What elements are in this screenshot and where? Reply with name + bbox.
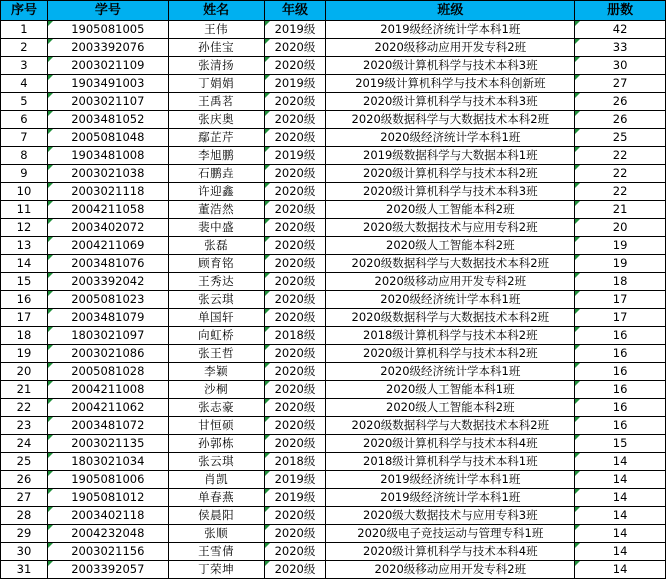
cell-count[interactable]: 26 (575, 93, 666, 111)
cell-count[interactable]: 25 (575, 129, 666, 147)
cell-name[interactable]: 张王哲 (168, 345, 264, 363)
cell-grade[interactable]: 2020级 (264, 237, 326, 255)
cell-student-id[interactable]: 1905081012 (47, 489, 168, 507)
cell-seq[interactable]: 11 (1, 201, 48, 219)
table-row (1, 507, 666, 525)
cell-grade[interactable]: 2020级 (264, 309, 326, 327)
table-row (1, 489, 666, 507)
cell-name[interactable]: 孙郭栋 (168, 435, 264, 453)
cell-count[interactable]: 42 (575, 21, 666, 39)
cell-grade[interactable]: 2019级 (264, 471, 326, 489)
cell-name[interactable]: 侯晨阳 (168, 507, 264, 525)
cell-grade[interactable]: 2020级 (264, 561, 326, 579)
cell-name[interactable]: 单春燕 (168, 489, 264, 507)
table-row (1, 471, 666, 489)
cell-student-id[interactable]: 2003392076 (47, 39, 168, 57)
cell-seq[interactable]: 2 (1, 39, 48, 57)
cell-name[interactable]: 王雪倩 (168, 543, 264, 561)
cell-class[interactable]: 2020级大数据技术与应用专科2班 (326, 219, 575, 237)
cell-count[interactable]: 16 (575, 381, 666, 399)
cell-grade[interactable]: 2020级 (264, 201, 326, 219)
cell-grade[interactable]: 2019级 (264, 489, 326, 507)
cell-class[interactable]: 2020级移动应用开发专科2班 (326, 39, 575, 57)
cell-class[interactable]: 2020级经济统计学本科1班 (326, 291, 575, 309)
cell-seq[interactable]: 12 (1, 219, 48, 237)
cell-grade[interactable]: 2020级 (264, 219, 326, 237)
cell-seq[interactable]: 30 (1, 543, 48, 561)
cell-student-id[interactable]: 2004232048 (47, 525, 168, 543)
cell-count[interactable]: 22 (575, 147, 666, 165)
table-row (1, 129, 666, 147)
cell-seq[interactable]: 1 (1, 21, 48, 39)
cell-grade[interactable]: 2020级 (264, 291, 326, 309)
cell-name[interactable]: 鄢芷芹 (168, 129, 264, 147)
cell-seq[interactable]: 17 (1, 309, 48, 327)
cell-class[interactable]: 2019级计算机科学与技术本科创新班 (326, 75, 575, 93)
cell-seq[interactable]: 13 (1, 237, 48, 255)
cell-class[interactable]: 2020级数据科学与大数据技术本科2班 (326, 417, 575, 435)
cell-name[interactable]: 李旭鹏 (168, 147, 264, 165)
cell-seq[interactable]: 24 (1, 435, 48, 453)
cell-count[interactable]: 21 (575, 201, 666, 219)
cell-student-id[interactable]: 2004211062 (47, 399, 168, 417)
cell-name[interactable]: 李颖 (168, 363, 264, 381)
cell-name[interactable]: 丁娟娟 (168, 75, 264, 93)
header-row (1, 1, 666, 21)
cell-student-id[interactable]: 1903491003 (47, 75, 168, 93)
cell-seq[interactable]: 4 (1, 75, 48, 93)
cell-student-id[interactable]: 2005081048 (47, 129, 168, 147)
cell-class[interactable]: 2020级计算机科学与技术本科4班 (326, 543, 575, 561)
table-row (1, 93, 666, 111)
table-row (1, 111, 666, 129)
table-row (1, 39, 666, 57)
cell-name[interactable]: 石鹏垚 (168, 165, 264, 183)
cell-student-id[interactable]: 2003481076 (47, 255, 168, 273)
header-student-id[interactable]: 学号 (47, 1, 168, 21)
cell-count[interactable]: 30 (575, 57, 666, 75)
table-row (1, 453, 666, 471)
cell-grade[interactable]: 2020级 (264, 39, 326, 57)
cell-name[interactable]: 向虹桥 (168, 327, 264, 345)
cell-seq[interactable]: 29 (1, 525, 48, 543)
cell-grade[interactable]: 2020级 (264, 507, 326, 525)
table-body (1, 21, 666, 579)
cell-class[interactable]: 2020级计算机科学与技术本科3班 (326, 57, 575, 75)
cell-name[interactable]: 董浩然 (168, 201, 264, 219)
cell-count[interactable]: 27 (575, 75, 666, 93)
table-row (1, 525, 666, 543)
cell-class[interactable]: 2020级数据科学与大数据技术本科2班 (326, 309, 575, 327)
cell-name[interactable]: 张云琪 (168, 453, 264, 471)
cell-grade[interactable]: 2020级 (264, 543, 326, 561)
cell-student-id[interactable]: 2004211069 (47, 237, 168, 255)
header-name[interactable]: 姓名 (168, 1, 264, 21)
cell-student-id[interactable]: 2003021086 (47, 345, 168, 363)
cell-class[interactable]: 2020级数据科学与大数据技术本科2班 (326, 111, 575, 129)
cell-count[interactable]: 16 (575, 399, 666, 417)
cell-count[interactable]: 14 (575, 471, 666, 489)
cell-student-id[interactable]: 2005081028 (47, 363, 168, 381)
cell-student-id[interactable]: 2003021038 (47, 165, 168, 183)
table-row (1, 561, 666, 579)
cell-count[interactable]: 15 (575, 435, 666, 453)
cell-grade[interactable]: 2020级 (264, 111, 326, 129)
cell-seq[interactable]: 27 (1, 489, 48, 507)
cell-class[interactable]: 2018级计算机科学与技术本科2班 (326, 327, 575, 345)
cell-class[interactable]: 2020级计算机科学与技术本科3班 (326, 183, 575, 201)
table-row (1, 381, 666, 399)
cell-grade[interactable]: 2018级 (264, 327, 326, 345)
table-row (1, 57, 666, 75)
table-row (1, 543, 666, 561)
cell-grade[interactable]: 2020级 (264, 345, 326, 363)
table-row (1, 291, 666, 309)
cell-count[interactable]: 16 (575, 363, 666, 381)
cell-class[interactable]: 2020级计算机科学与技术本科3班 (326, 93, 575, 111)
cell-student-id[interactable]: 2003481052 (47, 111, 168, 129)
header-seq[interactable]: 序号 (1, 1, 48, 21)
cell-name[interactable]: 孙佳宝 (168, 39, 264, 57)
cell-count[interactable]: 33 (575, 39, 666, 57)
cell-student-id[interactable]: 2003392042 (47, 273, 168, 291)
cell-grade[interactable]: 2020级 (264, 57, 326, 75)
cell-student-id[interactable]: 1803021034 (47, 453, 168, 471)
cell-grade[interactable]: 2020级 (264, 525, 326, 543)
cell-student-id[interactable]: 2004211058 (47, 201, 168, 219)
cell-class[interactable]: 2020级数据科学与大数据技术本科2班 (326, 255, 575, 273)
header-grade[interactable]: 年级 (264, 1, 326, 21)
cell-student-id[interactable]: 2003021135 (47, 435, 168, 453)
cell-seq[interactable]: 20 (1, 363, 48, 381)
table-row (1, 147, 666, 165)
cell-grade[interactable]: 2020级 (264, 183, 326, 201)
cell-seq[interactable]: 5 (1, 93, 48, 111)
cell-student-id[interactable]: 1903481008 (47, 147, 168, 165)
cell-count[interactable]: 16 (575, 327, 666, 345)
cell-class[interactable]: 2020级经济统计学本科1班 (326, 363, 575, 381)
cell-student-id[interactable]: 1803021097 (47, 327, 168, 345)
cell-count[interactable]: 18 (575, 273, 666, 291)
cell-class[interactable]: 2020级经济统计学本科1班 (326, 129, 575, 147)
cell-seq[interactable]: 31 (1, 561, 48, 579)
cell-student-id[interactable]: 1905081005 (47, 21, 168, 39)
cell-class[interactable]: 2020级计算机科学与技术本科2班 (326, 345, 575, 363)
cell-count[interactable]: 22 (575, 165, 666, 183)
cell-count[interactable]: 14 (575, 543, 666, 561)
cell-class[interactable]: 2019级经济统计学本科1班 (326, 471, 575, 489)
cell-seq[interactable]: 15 (1, 273, 48, 291)
cell-name[interactable]: 裴中盛 (168, 219, 264, 237)
cell-count[interactable]: 19 (575, 255, 666, 273)
header-count[interactable]: 册数 (575, 1, 666, 21)
cell-name[interactable]: 单国轩 (168, 309, 264, 327)
cell-seq[interactable]: 25 (1, 453, 48, 471)
table-row (1, 309, 666, 327)
cell-student-id[interactable]: 2003021109 (47, 57, 168, 75)
cell-class[interactable]: 2020级大数据技术与应用专科3班 (326, 507, 575, 525)
table-row (1, 363, 666, 381)
cell-grade[interactable]: 2020级 (264, 255, 326, 273)
table-row (1, 75, 666, 93)
table-row (1, 273, 666, 291)
header-class[interactable]: 班级 (326, 1, 575, 21)
cell-student-id[interactable]: 2004211008 (47, 381, 168, 399)
cell-count[interactable]: 16 (575, 345, 666, 363)
table-row (1, 255, 666, 273)
cell-seq[interactable]: 7 (1, 129, 48, 147)
table-row (1, 21, 666, 39)
cell-seq[interactable]: 26 (1, 471, 48, 489)
cell-name[interactable]: 肖凯 (168, 471, 264, 489)
cell-class[interactable]: 2019级数据科学与大数据本科1班 (326, 147, 575, 165)
cell-count[interactable]: 22 (575, 183, 666, 201)
cell-class[interactable]: 2019级经济统计学本科1班 (326, 21, 575, 39)
cell-student-id[interactable]: 2003021107 (47, 93, 168, 111)
cell-grade[interactable]: 2020级 (264, 417, 326, 435)
cell-class[interactable]: 2020级电子竞技运动与管理专科1班 (326, 525, 575, 543)
table-row (1, 417, 666, 435)
cell-name[interactable]: 张云琪 (168, 291, 264, 309)
cell-name[interactable]: 王秀达 (168, 273, 264, 291)
cell-class[interactable]: 2019级经济统计学本科1班 (326, 489, 575, 507)
cell-seq[interactable]: 21 (1, 381, 48, 399)
cell-grade[interactable]: 2020级 (264, 363, 326, 381)
cell-name[interactable]: 顾育铭 (168, 255, 264, 273)
cell-grade[interactable]: 2019级 (264, 75, 326, 93)
cell-grade[interactable]: 2020级 (264, 165, 326, 183)
cell-count[interactable]: 14 (575, 489, 666, 507)
cell-grade[interactable]: 2019级 (264, 21, 326, 39)
cell-class[interactable]: 2020级人工智能本科2班 (326, 237, 575, 255)
cell-name[interactable]: 王禹茗 (168, 93, 264, 111)
cell-class[interactable]: 2020级人工智能本科1班 (326, 381, 575, 399)
cell-seq[interactable]: 9 (1, 165, 48, 183)
cell-seq[interactable]: 6 (1, 111, 48, 129)
cell-name[interactable]: 许迎鑫 (168, 183, 264, 201)
cell-seq[interactable]: 8 (1, 147, 48, 165)
cell-student-id[interactable]: 2003392057 (47, 561, 168, 579)
cell-grade[interactable]: 2020级 (264, 129, 326, 147)
cell-name[interactable]: 王伟 (168, 21, 264, 39)
cell-count[interactable]: 16 (575, 417, 666, 435)
cell-count[interactable]: 17 (575, 291, 666, 309)
cell-name[interactable]: 张庆奥 (168, 111, 264, 129)
cell-count[interactable]: 26 (575, 111, 666, 129)
cell-name[interactable]: 丁荣坤 (168, 561, 264, 579)
table-row (1, 327, 666, 345)
cell-name[interactable]: 甘恒硕 (168, 417, 264, 435)
table-row (1, 219, 666, 237)
cell-name[interactable]: 沙桐 (168, 381, 264, 399)
table-row (1, 201, 666, 219)
table-row (1, 183, 666, 201)
cell-count[interactable]: 19 (575, 237, 666, 255)
cell-student-id[interactable]: 2003021156 (47, 543, 168, 561)
cell-seq[interactable]: 22 (1, 399, 48, 417)
cell-seq[interactable]: 19 (1, 345, 48, 363)
cell-class[interactable]: 2018级计算机科学与技术本科1班 (326, 453, 575, 471)
cell-seq[interactable]: 3 (1, 57, 48, 75)
cell-class[interactable]: 2020级移动应用开发专科2班 (326, 561, 575, 579)
cell-count[interactable]: 20 (575, 219, 666, 237)
cell-grade[interactable]: 2018级 (264, 453, 326, 471)
cell-class[interactable]: 2020级移动应用开发专科2班 (326, 273, 575, 291)
cell-class[interactable]: 2020级计算机科学与技术本科2班 (326, 165, 575, 183)
cell-seq[interactable]: 16 (1, 291, 48, 309)
cell-seq[interactable]: 18 (1, 327, 48, 345)
cell-class[interactable]: 2020级人工智能本科2班 (326, 399, 575, 417)
cell-seq[interactable]: 23 (1, 417, 48, 435)
cell-class[interactable]: 2020级计算机科学与技术本科4班 (326, 435, 575, 453)
cell-grade[interactable]: 2019级 (264, 147, 326, 165)
cell-name[interactable]: 张顺 (168, 525, 264, 543)
cell-student-id[interactable]: 2003402072 (47, 219, 168, 237)
cell-grade[interactable]: 2020级 (264, 435, 326, 453)
cell-student-id[interactable]: 2003481072 (47, 417, 168, 435)
cell-seq[interactable]: 10 (1, 183, 48, 201)
cell-class[interactable]: 2020级人工智能本科2班 (326, 201, 575, 219)
cell-count[interactable]: 14 (575, 453, 666, 471)
cell-name[interactable]: 张志豪 (168, 399, 264, 417)
cell-grade[interactable]: 2020级 (264, 399, 326, 417)
table-row (1, 237, 666, 255)
cell-student-id[interactable]: 1905081006 (47, 471, 168, 489)
cell-grade[interactable]: 2020级 (264, 381, 326, 399)
cell-student-id[interactable]: 2003402118 (47, 507, 168, 525)
cell-count[interactable]: 14 (575, 507, 666, 525)
cell-student-id[interactable]: 2005081023 (47, 291, 168, 309)
cell-student-id[interactable]: 2003481079 (47, 309, 168, 327)
cell-grade[interactable]: 2020级 (264, 93, 326, 111)
cell-name[interactable]: 张磊 (168, 237, 264, 255)
cell-grade[interactable]: 2020级 (264, 273, 326, 291)
table-row (1, 345, 666, 363)
table-row (1, 399, 666, 417)
cell-name[interactable]: 张清扬 (168, 57, 264, 75)
cell-count[interactable]: 14 (575, 525, 666, 543)
cell-count[interactable]: 17 (575, 309, 666, 327)
cell-seq[interactable]: 14 (1, 255, 48, 273)
cell-count[interactable]: 14 (575, 561, 666, 579)
cell-seq[interactable]: 28 (1, 507, 48, 525)
table-row (1, 165, 666, 183)
table-row (1, 435, 666, 453)
cell-student-id[interactable]: 2003021118 (47, 183, 168, 201)
